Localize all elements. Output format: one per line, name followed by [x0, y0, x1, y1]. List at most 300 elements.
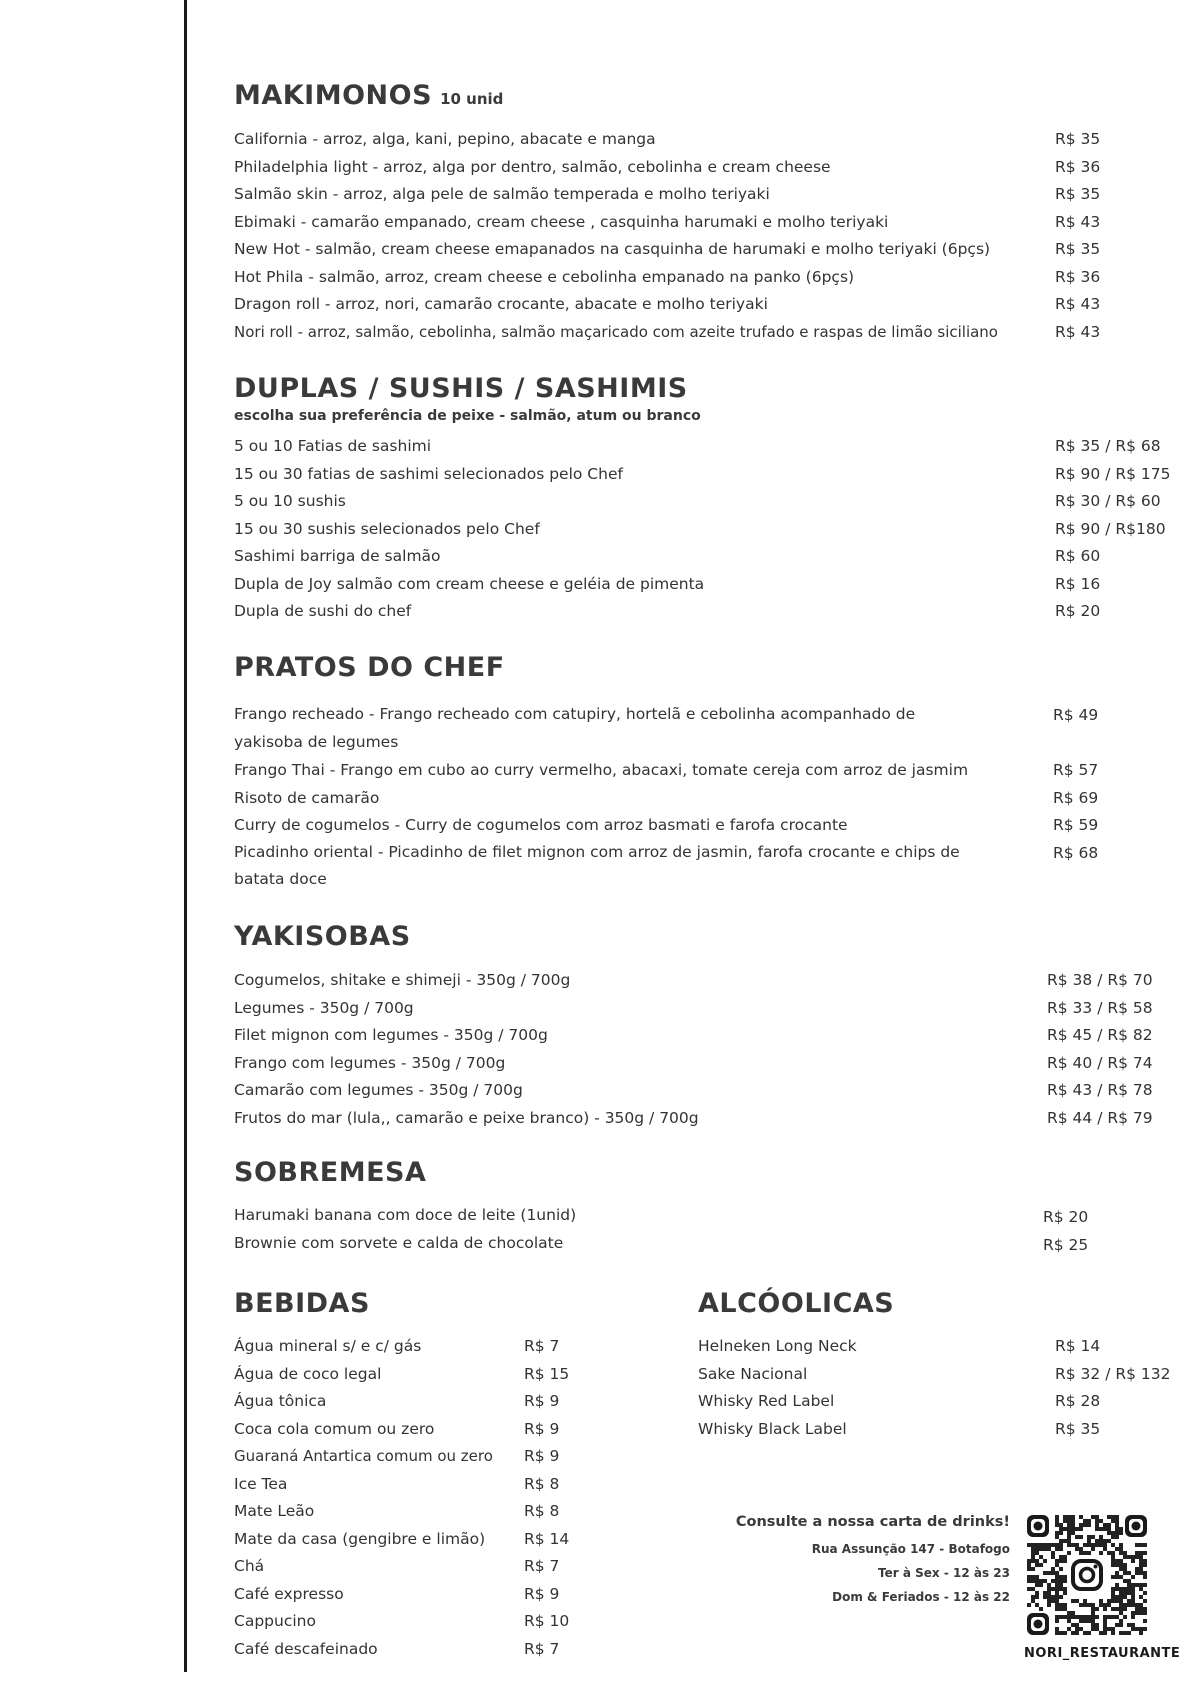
qr-module	[1143, 1619, 1147, 1623]
qr-module	[1055, 1583, 1059, 1587]
qr-module	[1099, 1599, 1103, 1603]
menu-item-name: Filet mignon com legumes - 350g / 700g	[234, 1026, 548, 1044]
qr-module	[1115, 1571, 1119, 1575]
qr-module	[1031, 1555, 1035, 1559]
qr-module	[1119, 1567, 1123, 1571]
menu-item-name: Camarão com legumes - 350g / 700g	[234, 1081, 523, 1099]
qr-module	[1035, 1563, 1039, 1567]
qr-module	[1091, 1619, 1095, 1623]
qr-module	[1055, 1563, 1059, 1567]
qr-module	[1115, 1607, 1119, 1611]
qr-module	[1119, 1591, 1123, 1595]
qr-module	[1071, 1623, 1075, 1627]
menu-item-price: R$ 45 / R$ 82	[1047, 1026, 1153, 1044]
section-title-alcoolicas: ALCÓOLICAS	[698, 1288, 895, 1319]
qr-module	[1107, 1527, 1111, 1531]
qr-module	[1119, 1599, 1123, 1603]
menu-item-name: Risoto de camarão	[234, 788, 380, 807]
qr-module	[1055, 1515, 1059, 1519]
qr-module	[1083, 1631, 1087, 1635]
menu-item-price: R$ 35	[1055, 185, 1101, 203]
menu-item-name: Picadinho oriental - Picadinho de filet mignon com arroz de jasmin, farofa crocante e chips de batata doce	[234, 842, 960, 888]
qr-module	[1043, 1571, 1047, 1575]
qr-module	[1135, 1567, 1139, 1571]
qr-module	[1063, 1615, 1067, 1619]
menu-item-name: Helneken Long Neck	[698, 1337, 857, 1355]
qr-module	[1127, 1603, 1131, 1607]
qr-module	[1111, 1555, 1115, 1559]
qr-module	[1051, 1599, 1055, 1603]
qr-module	[1119, 1547, 1123, 1551]
qr-module	[1127, 1599, 1131, 1603]
qr-module	[1115, 1587, 1119, 1591]
qr-module	[1059, 1603, 1063, 1607]
makimonos-unit: 10 unid	[440, 90, 504, 108]
qr-module	[1079, 1551, 1083, 1555]
qr-module	[1043, 1595, 1047, 1599]
qr-module	[1027, 1603, 1031, 1607]
menu-item-name: Ebimaki - camarão empanado, cream cheese , casquinha harumaki e molho teriyaki	[234, 212, 889, 231]
menu-item-price: R$ 36	[1055, 267, 1101, 286]
qr-module	[1087, 1603, 1091, 1607]
qr-module	[1143, 1571, 1147, 1575]
qr-module	[1127, 1571, 1131, 1575]
qr-module	[1127, 1579, 1131, 1583]
qr-module	[1055, 1571, 1059, 1575]
qr-module	[1091, 1615, 1095, 1619]
qr-module	[1123, 1555, 1127, 1559]
qr-module	[1075, 1543, 1079, 1547]
qr-module	[1059, 1579, 1063, 1583]
qr-module	[1115, 1527, 1119, 1531]
qr-module	[1051, 1543, 1055, 1547]
qr-module	[1055, 1619, 1059, 1623]
menu-item-name: Nori roll - arroz, salmão, cebolinha, salmão maçaricado com azeite trufado e raspas de limão siciliano	[234, 322, 998, 341]
qr-module	[1031, 1559, 1035, 1563]
qr-module	[1131, 1587, 1135, 1591]
qr-module	[1051, 1579, 1055, 1583]
qr-module	[1063, 1555, 1067, 1559]
qr-module	[1071, 1519, 1075, 1523]
qr-module	[1143, 1591, 1147, 1595]
qr-module	[1143, 1559, 1147, 1563]
qr-module	[1091, 1607, 1095, 1611]
qr-module	[1047, 1543, 1051, 1547]
qr-module	[1055, 1615, 1059, 1619]
qr-module	[1139, 1543, 1143, 1547]
qr-module	[1131, 1555, 1135, 1559]
qr-module	[1139, 1563, 1143, 1567]
qr-module	[1103, 1607, 1107, 1611]
qr-module	[1095, 1527, 1099, 1531]
qr-module	[1071, 1615, 1075, 1619]
qr-module	[1103, 1539, 1107, 1543]
qr-module	[1143, 1543, 1147, 1547]
qr-module	[1091, 1547, 1095, 1551]
qr-module	[1055, 1575, 1059, 1579]
menu-item-name: Café expresso	[234, 1584, 344, 1603]
qr-module	[1127, 1631, 1131, 1635]
qr-module	[1083, 1615, 1087, 1619]
qr-module	[1063, 1591, 1067, 1595]
qr-module	[1087, 1523, 1091, 1527]
qr-module	[1115, 1515, 1119, 1519]
menu-item-price: R$ 36	[1055, 157, 1101, 176]
menu-item-price: R$ 35	[1055, 240, 1101, 258]
qr-module	[1099, 1551, 1103, 1555]
menu-item-price: R$ 20	[1043, 1208, 1089, 1226]
qr-module	[1059, 1587, 1063, 1591]
qr-module	[1043, 1591, 1047, 1595]
qr-module	[1031, 1587, 1035, 1591]
qr-module	[1103, 1627, 1107, 1631]
qr-module	[1087, 1535, 1091, 1539]
qr-module	[1063, 1603, 1067, 1607]
qr-module	[1103, 1543, 1107, 1547]
menu-item-price: R$ 9	[524, 1447, 560, 1465]
qr-module	[1059, 1531, 1063, 1535]
qr-module	[1067, 1523, 1071, 1527]
qr-module	[1139, 1555, 1143, 1559]
qr-module	[1055, 1591, 1059, 1595]
section-title-bebidas: BEBIDAS	[234, 1288, 370, 1319]
qr-module	[1095, 1607, 1099, 1611]
qr-module	[1067, 1515, 1071, 1519]
qr-module	[1031, 1543, 1035, 1547]
menu-item-price: R$ 7	[524, 1557, 560, 1575]
menu-item-price: R$ 44 / R$ 79	[1047, 1108, 1153, 1127]
menu-item-name: Chá	[234, 1557, 265, 1575]
qr-module	[1067, 1531, 1071, 1535]
qr-module	[1031, 1595, 1035, 1599]
qr-module	[1047, 1547, 1051, 1551]
qr-module	[1055, 1559, 1059, 1563]
qr-module	[1111, 1627, 1115, 1631]
qr-module	[1055, 1531, 1059, 1535]
qr-module	[1131, 1599, 1135, 1603]
qr-module	[1139, 1607, 1143, 1611]
qr-module	[1103, 1547, 1107, 1551]
qr-module	[1059, 1559, 1063, 1563]
qr-module	[1135, 1543, 1139, 1547]
qr-module	[1059, 1607, 1063, 1611]
section-subtitle-duplas: escolha sua preferência de peixe - salmão, atum ou branco	[234, 408, 701, 424]
qr-module	[1123, 1567, 1127, 1571]
qr-module	[1035, 1543, 1039, 1547]
qr-module	[1075, 1631, 1079, 1635]
qr-module	[1059, 1543, 1063, 1547]
qr-module	[1107, 1599, 1111, 1603]
instagram-icon	[1070, 1558, 1104, 1592]
menu-item-name: Brownie com sorvete e calda de chocolate	[234, 1233, 564, 1252]
qr-module	[1055, 1543, 1059, 1547]
qr-module	[1143, 1551, 1147, 1555]
qr-module	[1039, 1579, 1043, 1583]
qr-module	[1107, 1627, 1111, 1631]
qr-module	[1035, 1559, 1039, 1563]
qr-module	[1047, 1599, 1051, 1603]
menu-item-price: R$ 8	[524, 1474, 560, 1493]
qr-module	[1031, 1599, 1035, 1603]
qr-module	[1103, 1623, 1107, 1627]
qr-module	[1095, 1515, 1099, 1519]
qr-module	[1043, 1559, 1047, 1563]
qr-module	[1107, 1615, 1111, 1619]
qr-module	[1115, 1547, 1119, 1551]
qr-module	[1131, 1591, 1135, 1595]
qr-module	[1139, 1627, 1143, 1631]
qr-module	[1115, 1599, 1119, 1603]
qr-module	[1083, 1551, 1087, 1555]
qr-module	[1087, 1551, 1091, 1555]
qr-module	[1135, 1603, 1139, 1607]
qr-module	[1063, 1607, 1067, 1611]
qr-module	[1059, 1555, 1063, 1559]
qr-finder-top-right	[1125, 1515, 1147, 1537]
qr-module	[1103, 1603, 1107, 1607]
qr-module	[1139, 1567, 1143, 1571]
qr-module	[1071, 1531, 1075, 1535]
menu-item-name: Dupla de sushi do chef	[234, 602, 412, 620]
qr-module	[1099, 1543, 1103, 1547]
menu-item-price: R$ 43	[1055, 212, 1101, 231]
qr-module	[1131, 1623, 1135, 1627]
qr-module	[1135, 1607, 1139, 1611]
qr-module	[1123, 1571, 1127, 1575]
qr-module	[1143, 1575, 1147, 1579]
qr-module	[1075, 1535, 1079, 1539]
menu-item-name: Sashimi barriga de salmão	[234, 547, 441, 565]
qr-module	[1119, 1587, 1123, 1591]
hours-weekend: Dom & Feriados - 12 às 22	[832, 1590, 1010, 1604]
qr-module	[1051, 1587, 1055, 1591]
menu-item-price: R$ 14	[524, 1529, 570, 1548]
makimonos-title: MAKIMONOS	[234, 80, 433, 111]
qr-module	[1143, 1583, 1147, 1587]
menu-item-price: R$ 43	[1055, 322, 1101, 341]
qr-module	[1051, 1567, 1055, 1571]
menu-item-name: 5 ou 10 sushis	[234, 492, 346, 510]
qr-module	[1083, 1619, 1087, 1623]
menu-item-name: Coca cola comum ou zero	[234, 1419, 435, 1438]
menu-item-name: Mate Leão	[234, 1502, 315, 1520]
qr-module	[1107, 1551, 1111, 1555]
qr-module	[1107, 1515, 1111, 1519]
menu-item-name: Whisky Red Label	[698, 1392, 835, 1410]
instagram-qr-code[interactable]	[1027, 1515, 1147, 1635]
qr-module	[1123, 1579, 1127, 1583]
menu-item-price: R$ 38 / R$ 70	[1047, 971, 1153, 989]
qr-module	[1039, 1607, 1043, 1611]
qr-module	[1131, 1575, 1135, 1579]
qr-module	[1095, 1523, 1099, 1527]
qr-module	[1075, 1623, 1079, 1627]
qr-module	[1067, 1611, 1071, 1615]
qr-module	[1119, 1595, 1123, 1599]
qr-module	[1099, 1535, 1103, 1539]
address: Rua Assunção 147 - Botafogo	[811, 1542, 1010, 1556]
qr-module	[1119, 1543, 1123, 1547]
qr-module	[1127, 1555, 1131, 1559]
qr-module	[1039, 1563, 1043, 1567]
qr-module	[1091, 1627, 1095, 1631]
menu-item-price: R$ 14	[1055, 1337, 1101, 1355]
qr-module	[1095, 1615, 1099, 1619]
qr-module	[1119, 1559, 1123, 1563]
qr-module	[1107, 1539, 1111, 1543]
menu-item-name: Frango recheado - Frango recheado com catupiry, hortelã e cebolinha acompanhado de yakisoba de legumes	[234, 705, 916, 751]
qr-module	[1039, 1583, 1043, 1587]
qr-module	[1067, 1519, 1071, 1523]
qr-module	[1099, 1603, 1103, 1607]
menu-item-price: R$ 9	[524, 1584, 560, 1603]
qr-module	[1055, 1579, 1059, 1583]
qr-module	[1115, 1623, 1119, 1627]
menu-item-name: Frango Thai - Frango em cubo ao curry vermelho, abacaxi, tomate cereja com arroz de jasmim	[234, 761, 969, 779]
qr-module	[1035, 1579, 1039, 1583]
menu-item-price: R$ 20	[1055, 602, 1101, 620]
qr-module	[1059, 1615, 1063, 1619]
qr-module	[1031, 1551, 1035, 1555]
qr-module	[1115, 1535, 1119, 1539]
qr-module	[1063, 1631, 1067, 1635]
qr-module	[1135, 1611, 1139, 1615]
qr-module	[1051, 1555, 1055, 1559]
hours-week: Ter à Sex - 12 às 23	[878, 1566, 1010, 1580]
qr-module	[1047, 1603, 1051, 1607]
qr-module	[1071, 1543, 1075, 1547]
qr-module	[1055, 1547, 1059, 1551]
qr-module	[1135, 1571, 1139, 1575]
qr-module	[1055, 1587, 1059, 1591]
section-title-duplas: DUPLAS / SUSHIS / SASHIMIS	[234, 373, 688, 404]
qr-module	[1123, 1615, 1127, 1619]
qr-module	[1055, 1599, 1059, 1603]
qr-module	[1043, 1547, 1047, 1551]
qr-module	[1115, 1583, 1119, 1587]
qr-module	[1139, 1611, 1143, 1615]
qr-module	[1123, 1563, 1127, 1567]
qr-module	[1055, 1631, 1059, 1635]
menu-item-price: R$ 7	[524, 1337, 560, 1355]
menu-item-price: R$ 90 / R$ 175	[1055, 464, 1171, 483]
qr-module	[1055, 1523, 1059, 1527]
menu-item-name: New Hot - salmão, cream cheese emapanados na casquinha de harumaki e molho teriyaki (6pçs)	[234, 240, 991, 258]
qr-module	[1071, 1599, 1075, 1603]
qr-module	[1119, 1575, 1123, 1579]
qr-module	[1079, 1619, 1083, 1623]
qr-module	[1099, 1539, 1103, 1543]
qr-module	[1139, 1603, 1143, 1607]
qr-module	[1059, 1631, 1063, 1635]
qr-module	[1139, 1595, 1143, 1599]
menu-item-name: 5 ou 10 Fatias de sashimi	[234, 437, 432, 455]
qr-module	[1123, 1591, 1127, 1595]
qr-module	[1119, 1527, 1123, 1531]
qr-module	[1111, 1531, 1115, 1535]
qr-module	[1135, 1555, 1139, 1559]
qr-module	[1067, 1619, 1071, 1623]
qr-module	[1027, 1563, 1031, 1567]
menu-item-name: Cappucino	[234, 1612, 316, 1630]
qr-module	[1055, 1595, 1059, 1599]
qr-module	[1099, 1527, 1103, 1531]
menu-item-name: Cogumelos, shitake e shimeji - 350g / 700g	[234, 971, 571, 989]
qr-module	[1063, 1575, 1067, 1579]
drinks-note: Consulte a nossa carta de drinks!	[735, 1514, 1010, 1530]
qr-module	[1139, 1583, 1143, 1587]
menu-item-name: 15 ou 30 sushis selecionados pelo Chef	[234, 519, 540, 538]
qr-module	[1083, 1519, 1087, 1523]
qr-module	[1047, 1595, 1051, 1599]
qr-module	[1103, 1523, 1107, 1527]
qr-module	[1143, 1607, 1147, 1611]
qr-module	[1143, 1611, 1147, 1615]
qr-module	[1067, 1535, 1071, 1539]
qr-module	[1119, 1563, 1123, 1567]
qr-module	[1051, 1595, 1055, 1599]
menu-item-price: R$ 49	[1053, 706, 1099, 724]
qr-module	[1123, 1595, 1127, 1599]
qr-module	[1063, 1527, 1067, 1531]
qr-module	[1079, 1523, 1083, 1527]
qr-module	[1039, 1547, 1043, 1551]
qr-module	[1095, 1519, 1099, 1523]
qr-module	[1083, 1599, 1087, 1603]
menu-item-price: R$ 69	[1053, 788, 1099, 807]
qr-module	[1071, 1611, 1075, 1615]
qr-module	[1143, 1563, 1147, 1567]
qr-module	[1059, 1539, 1063, 1543]
qr-module	[1111, 1535, 1115, 1539]
qr-module	[1071, 1527, 1075, 1531]
menu-item-name: Frutos do mar (lula,, camarão e peixe branco) - 350g / 700g	[234, 1108, 699, 1127]
menu-item-name: California - arroz, alga, kani, pepino, abacate e manga	[234, 130, 656, 148]
menu-item-price: R$ 68	[1053, 843, 1099, 862]
qr-module	[1119, 1623, 1123, 1627]
qr-module	[1055, 1607, 1059, 1611]
qr-module	[1055, 1603, 1059, 1607]
qr-module	[1067, 1527, 1071, 1531]
menu-item-price: R$ 9	[524, 1419, 560, 1438]
qr-module	[1027, 1575, 1031, 1579]
qr-module	[1079, 1527, 1083, 1531]
menu-item-name: Água de coco legal	[234, 1364, 382, 1383]
qr-module	[1031, 1567, 1035, 1571]
qr-module	[1135, 1551, 1139, 1555]
menu-item-price: R$ 33 / R$ 58	[1047, 998, 1153, 1017]
qr-module	[1063, 1579, 1067, 1583]
qr-module	[1035, 1595, 1039, 1599]
qr-module	[1047, 1571, 1051, 1575]
menu-item-name: 15 ou 30 fatias de sashimi selecionados pelo Chef	[234, 464, 623, 483]
qr-module	[1119, 1531, 1123, 1535]
qr-module	[1115, 1595, 1119, 1599]
menu-item-name: Guaraná Antartica comum ou zero	[234, 1447, 493, 1465]
menu-item-price: R$ 30 / R$ 60	[1055, 492, 1161, 510]
qr-finder-top-left	[1027, 1515, 1049, 1537]
qr-module	[1135, 1583, 1139, 1587]
qr-module	[1059, 1547, 1063, 1551]
qr-module	[1059, 1567, 1063, 1571]
qr-module	[1079, 1627, 1083, 1631]
menu-item-price: R$ 57	[1053, 761, 1099, 779]
menu-item-name: Legumes - 350g / 700g	[234, 998, 414, 1017]
instagram-handle: NORI_RESTAURANTE	[1024, 1646, 1181, 1661]
qr-module	[1115, 1559, 1119, 1563]
qr-module	[1115, 1563, 1119, 1567]
qr-module	[1079, 1515, 1083, 1519]
